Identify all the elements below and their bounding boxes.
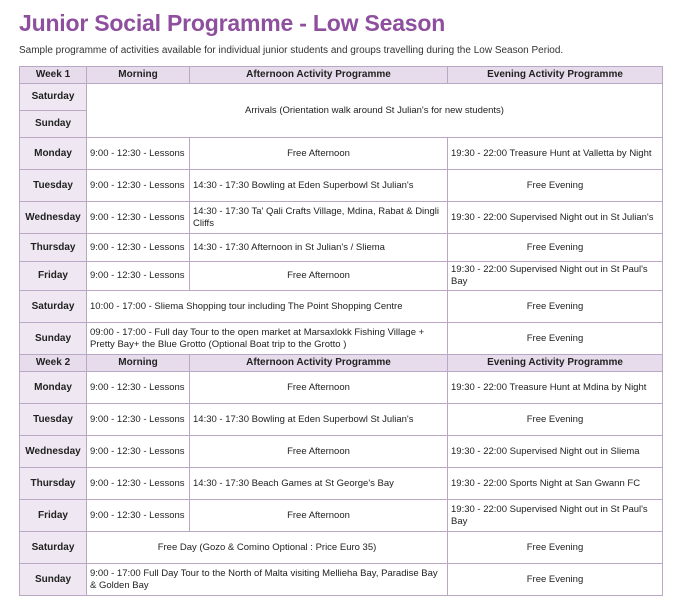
table-row bbox=[20, 500, 663, 532]
day-cell: Tuesday bbox=[20, 170, 87, 202]
day-cell: Sunday bbox=[20, 323, 87, 355]
evening-cell: 19:30 - 22:00 Supervised Night out in St Paul's Bay bbox=[448, 262, 663, 291]
full-day-cell: 9:00 - 17:00 Full Day Tour to the North of Malta visiting Mellieha Bay, Paradise Bay & Golden Bay bbox=[87, 564, 448, 596]
table-row bbox=[20, 468, 663, 500]
afternoon-cell: Free Afternoon bbox=[190, 436, 448, 468]
day-cell: Wednesday bbox=[20, 202, 87, 234]
evening-cell: 19:30 - 22:00 Treasure Hunt at Valletta by Night bbox=[448, 138, 663, 170]
day-cell: Saturday bbox=[20, 84, 87, 111]
morning-cell: 9:00 - 12:30 - Lessons bbox=[87, 372, 190, 404]
table-row bbox=[20, 532, 663, 564]
week2-header-row bbox=[20, 355, 663, 372]
week2-label: Week 2 bbox=[20, 355, 87, 372]
evening-cell: Free Evening bbox=[448, 170, 663, 202]
afternoon-header: Afternoon Activity Programme bbox=[190, 355, 448, 372]
table-row bbox=[20, 138, 663, 170]
afternoon-cell: Free Afternoon bbox=[190, 262, 448, 291]
table-row bbox=[20, 262, 663, 291]
afternoon-cell: Free Afternoon bbox=[190, 138, 448, 170]
evening-cell: Free Evening bbox=[448, 564, 663, 596]
afternoon-header: Afternoon Activity Programme bbox=[190, 67, 448, 84]
afternoon-cell: 14:30 - 17:30 Ta' Qali Crafts Village, Mdina, Rabat & Dingli Cliffs bbox=[190, 202, 448, 234]
morning-cell: 9:00 - 12:30 - Lessons bbox=[87, 404, 190, 436]
evening-cell: Free Evening bbox=[448, 532, 663, 564]
table-row bbox=[20, 436, 663, 468]
table-row bbox=[20, 202, 663, 234]
arrivals-cell: Arrivals (Orientation walk around St Julian's for new students) bbox=[87, 84, 663, 138]
afternoon-cell: Free Afternoon bbox=[190, 500, 448, 532]
morning-cell: 9:00 - 12:30 - Lessons bbox=[87, 468, 190, 500]
evening-cell: 19:30 - 22:00 Supervised Night out in St Paul's Bay bbox=[448, 500, 663, 532]
day-cell: Friday bbox=[20, 500, 87, 532]
table-row bbox=[20, 170, 663, 202]
afternoon-cell: 14:30 - 17:30 Afternoon in St Julian's / Sliema bbox=[190, 234, 448, 262]
evening-cell: 19:30 - 22:00 Sports Night at San Gwann FC bbox=[448, 468, 663, 500]
evening-cell: Free Evening bbox=[448, 404, 663, 436]
evening-cell: 19:30 - 22:00 Supervised Night out in Sliema bbox=[448, 436, 663, 468]
morning-cell: 9:00 - 12:30 - Lessons bbox=[87, 436, 190, 468]
day-cell: Saturday bbox=[20, 291, 87, 323]
morning-cell: 9:00 - 12:30 - Lessons bbox=[87, 500, 190, 532]
day-cell: Sunday bbox=[20, 564, 87, 596]
full-day-cell: 10:00 - 17:00 - Sliema Shopping tour including The Point Shopping Centre bbox=[87, 291, 448, 323]
page-subtitle: Sample programme of activities available for individual junior students and groups travelling during the Low Season Period. bbox=[19, 45, 564, 56]
day-cell: Monday bbox=[20, 138, 87, 170]
morning-header: Morning bbox=[87, 67, 190, 84]
evening-header: Evening Activity Programme bbox=[448, 67, 663, 84]
week1-header-row bbox=[20, 67, 663, 84]
morning-cell: 9:00 - 12:30 - Lessons bbox=[87, 234, 190, 262]
afternoon-cell: 14:30 - 17:30 Bowling at Eden Superbowl St Julian's bbox=[190, 170, 448, 202]
table-row bbox=[20, 564, 663, 596]
morning-cell: 9:00 - 12:30 - Lessons bbox=[87, 202, 190, 234]
evening-cell: 19:30 - 22:00 Treasure Hunt at Mdina by Night bbox=[448, 372, 663, 404]
afternoon-cell: 14:30 - 17:30 Beach Games at St George's Bay bbox=[190, 468, 448, 500]
evening-header: Evening Activity Programme bbox=[448, 355, 663, 372]
table-row bbox=[20, 404, 663, 436]
evening-cell: Free Evening bbox=[448, 323, 663, 355]
table-row bbox=[20, 291, 663, 323]
table-row bbox=[20, 84, 663, 111]
evening-cell: Free Evening bbox=[448, 291, 663, 323]
afternoon-cell: 14:30 - 17:30 Bowling at Eden Superbowl St Julian's bbox=[190, 404, 448, 436]
week1-label: Week 1 bbox=[20, 67, 87, 84]
day-cell: Wednesday bbox=[20, 436, 87, 468]
full-day-cell: Free Day (Gozo & Comino Optional : Price Euro 35) bbox=[87, 532, 448, 564]
page-title: Junior Social Programme - Low Season bbox=[19, 10, 446, 36]
day-cell: Saturday bbox=[20, 532, 87, 564]
day-cell: Monday bbox=[20, 372, 87, 404]
full-day-cell: 09:00 - 17:00 - Full day Tour to the open market at Marsaxlokk Fishing Village + Pretty Bay+ the Blue Grotto (Optional Boat trip to the Grotto ) bbox=[87, 323, 448, 355]
table-row bbox=[20, 372, 663, 404]
afternoon-cell: Free Afternoon bbox=[190, 372, 448, 404]
evening-cell: 19:30 - 22:00 Supervised Night out in St Julian's bbox=[448, 202, 663, 234]
day-cell: Sunday bbox=[20, 111, 87, 138]
day-cell: Tuesday bbox=[20, 404, 87, 436]
evening-cell: Free Evening bbox=[448, 234, 663, 262]
day-cell: Thursday bbox=[20, 468, 87, 500]
morning-cell: 9:00 - 12:30 - Lessons bbox=[87, 262, 190, 291]
table-row bbox=[20, 234, 663, 262]
morning-header: Morning bbox=[87, 355, 190, 372]
morning-cell: 9:00 - 12:30 - Lessons bbox=[87, 138, 190, 170]
morning-cell: 9:00 - 12:30 - Lessons bbox=[87, 170, 190, 202]
programme-table bbox=[19, 66, 663, 596]
table-row bbox=[20, 323, 663, 355]
day-cell: Thursday bbox=[20, 234, 87, 262]
day-cell: Friday bbox=[20, 262, 87, 291]
